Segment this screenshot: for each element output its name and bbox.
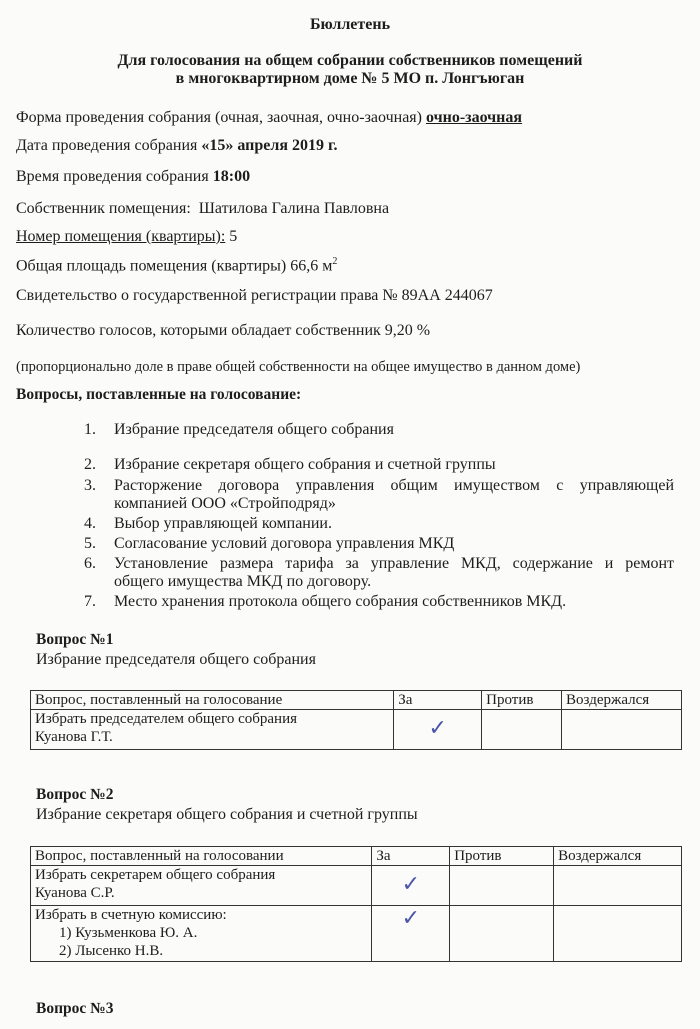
column-header-abstain: Воздержался: [562, 691, 682, 710]
column-header-for: За: [394, 691, 482, 710]
question-text-line1: Избрать секретарем общего собрания: [35, 867, 276, 883]
agenda-item-number: 1.: [84, 421, 96, 438]
area-unit-superscript: 2: [332, 256, 338, 267]
question-text-line1: Избрать председателем общего собрания: [35, 711, 297, 727]
question-2-subtitle: Избрание секретаря общего собрания и счетной группы: [36, 806, 418, 823]
question-cell: [31, 866, 372, 906]
area-label: Общая площадь помещения (квартиры): [16, 257, 287, 275]
question-2-heading: Вопрос №2: [36, 786, 114, 803]
question-text-line2: Куанова С.Р.: [35, 885, 115, 901]
agenda-item-text: Расторжение договора управления общим имуществом с управляющей: [114, 477, 674, 494]
question-text-line2: Куанова Г.Т.: [35, 729, 113, 745]
column-header-for: За: [372, 847, 450, 866]
room-number-label: Номер помещения (квартиры):: [16, 228, 226, 245]
vote-abstain-cell[interactable]: [554, 866, 682, 906]
question-3-heading: Вопрос №3: [36, 1000, 114, 1017]
column-header-abstain: Воздержался: [554, 847, 682, 866]
question-2-vote-table: [30, 846, 682, 962]
agenda-item-number: 7.: [84, 593, 96, 610]
vote-abstain-cell[interactable]: [554, 906, 682, 962]
column-header-question: Вопрос, поставленный на голосовании: [31, 847, 372, 866]
checkmark-icon: ✓: [401, 872, 420, 897]
commission-member-1: 1) Кузьменкова Ю. А.: [59, 925, 198, 941]
agenda-item-number: 5.: [84, 535, 96, 552]
agenda-item-text: Выбор управляющей компании.: [114, 515, 332, 532]
column-header-against: Против: [450, 847, 554, 866]
vote-for-cell[interactable]: [372, 906, 450, 962]
agenda-heading: Вопросы, поставленные на голосование:: [16, 386, 302, 403]
meeting-form-value: очно-заочная: [425, 109, 523, 126]
column-header-against: Против: [482, 691, 562, 710]
question-cell: [31, 906, 372, 962]
checkmark-icon: ✓: [401, 906, 420, 931]
table-row: [31, 710, 682, 750]
agenda-item-text: Избрание председателя общего собрания: [114, 421, 394, 438]
document-title: Бюллетень: [309, 16, 391, 33]
question-1-heading: Вопрос №1: [36, 631, 114, 648]
document-subtitle-line2: в многоквартирном доме № 5 МО п. Лонгъюган: [175, 70, 525, 87]
document-subtitle-line1: Для голосования на общем собрании собственников помещений: [117, 52, 583, 69]
certificate-label: Свидетельство о государственной регистрации права №: [16, 287, 398, 304]
vote-against-cell[interactable]: [450, 866, 554, 906]
agenda-item-number: 3.: [84, 477, 96, 494]
vote-against-cell[interactable]: [482, 710, 562, 750]
meeting-date-value: «15» апреля 2019 г.: [201, 137, 338, 154]
owner-value: Шатилова Галина Павловна: [198, 200, 390, 217]
question-text-line1: Избрать в счетную комиссию:: [35, 907, 227, 923]
votes-value: 9,20 %: [384, 322, 431, 339]
commission-member-2: 2) Лысенко Н.В.: [59, 943, 164, 959]
vote-abstain-cell[interactable]: [562, 710, 682, 750]
table-header-row: [31, 691, 682, 710]
table-header-row: [31, 847, 682, 866]
agenda-item-text: Установление размера тарифа за управление МКД, содержание и ремонт: [114, 555, 674, 572]
agenda-item-text: общего имущества МКД по договору.: [114, 573, 372, 590]
meeting-time-value: 18:00: [212, 168, 251, 185]
agenda-item-number: 2.: [84, 456, 96, 473]
agenda-item-text: Избрание секретаря общего собрания и счетной группы: [114, 456, 496, 473]
column-header-question: Вопрос, поставленный на голосование: [31, 691, 394, 710]
area-value: 66,6 м: [290, 257, 333, 275]
question-1-vote-table: [30, 690, 682, 750]
certificate-value: 89АА 244067: [401, 287, 493, 304]
meeting-form-label: Форма проведения собрания (очная, заочная, очно-заочная): [16, 109, 422, 126]
room-number-value: 5: [229, 228, 238, 245]
votes-label: Количество голосов, которыми обладает собственник: [16, 322, 381, 339]
agenda-item-text: Согласование условий договора управления МКД: [114, 535, 455, 552]
agenda-item-number: 4.: [84, 515, 96, 532]
agenda-item-number: 6.: [84, 555, 96, 572]
table-row: [31, 906, 682, 962]
question-1-subtitle: Избрание председателя общего собрания: [36, 651, 316, 668]
agenda-item-text: компанией ООО «Стройподряд»: [114, 495, 336, 512]
vote-for-cell[interactable]: [394, 710, 482, 750]
vote-for-cell[interactable]: [372, 866, 450, 906]
checkmark-icon: ✓: [428, 716, 447, 741]
meeting-date-label: Дата проведения собрания: [16, 137, 198, 154]
owner-label: Собственник помещения:: [16, 200, 191, 217]
vote-against-cell[interactable]: [450, 906, 554, 962]
meeting-time-label: Время проведения собрания: [16, 168, 209, 185]
agenda-item-text: Место хранения протокола общего собрания собственников МКД.: [114, 593, 567, 610]
table-row: [31, 866, 682, 906]
question-cell: [31, 710, 394, 750]
proportion-note: (пропорционально доле в праве общей собственности на общее имущество в данном доме): [16, 359, 581, 375]
